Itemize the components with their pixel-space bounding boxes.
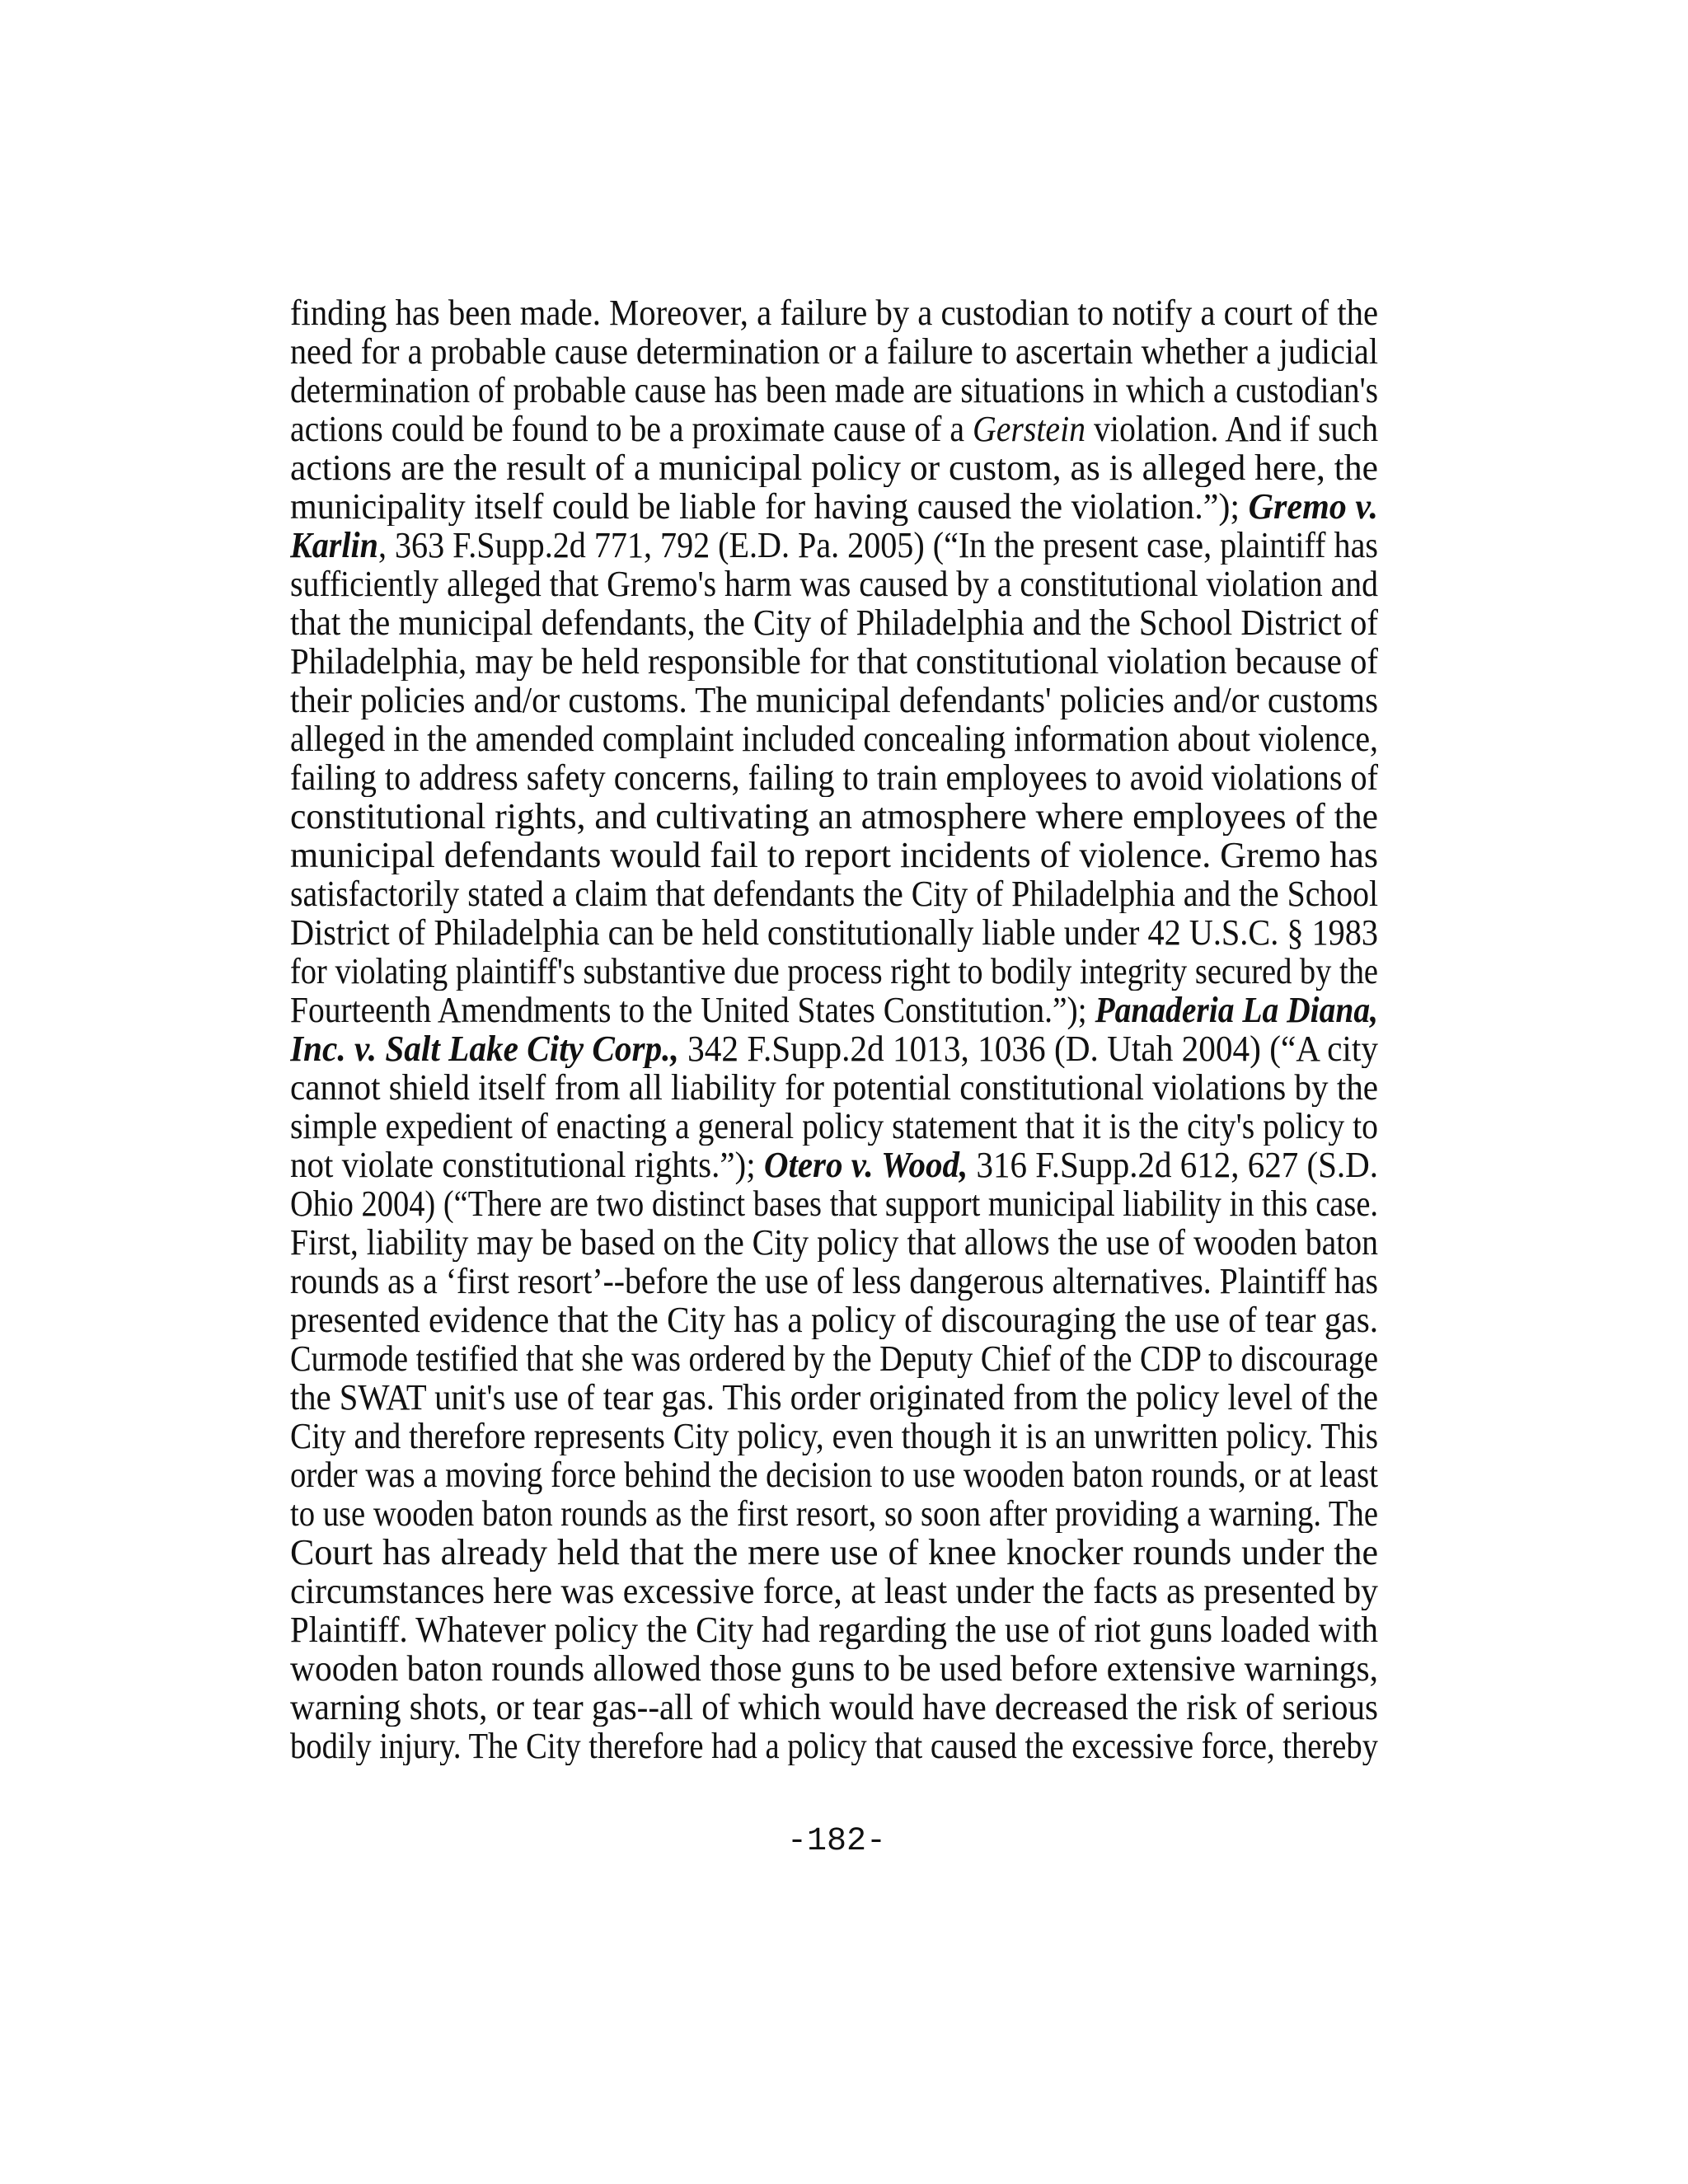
text-segment: determination of probable cause has been made are situations in which a custodian's: [290, 371, 1378, 410]
text-segment: for violating plaintiff's substantive due process right to bodily integrity secured by the: [290, 952, 1378, 991]
text-line: [290, 1029, 1378, 1068]
text-line: [290, 1688, 1378, 1727]
text-segment: Plaintiff. Whatever policy the City had regarding the use of riot guns loaded with: [290, 1610, 1378, 1649]
text-segment: to use wooden baton rounds as the first resort, so soon after providing a warning. The: [290, 1494, 1378, 1533]
text-segment: District of Philadelphia can be held constitutionally liable under 42 U.S.C. § 1983: [290, 913, 1378, 952]
text-segment: warning shots, or tear gas--all of which would have decreased the risk of serious: [290, 1688, 1378, 1727]
text-line-content: [290, 1610, 1378, 1649]
text-segment: order was a moving force behind the decision to use wooden baton rounds, or at least: [290, 1455, 1378, 1494]
text-line: [290, 293, 1378, 332]
text-segment: , 363 F.Supp.2d 771, 792 (E.D. Pa. 2005) (“In the present case, plaintiff has: [377, 526, 1378, 565]
text-line: [290, 1494, 1378, 1533]
text-segment: 342 F.Supp.2d 1013, 1036 (D. Utah 2004) (“A city: [678, 1029, 1378, 1068]
text-segment: not violate constitutional rights.”);: [290, 1146, 764, 1184]
text-segment: Philadelphia, may be held responsible for that constitutional violation because of: [290, 642, 1378, 681]
text-line: [290, 1378, 1378, 1417]
text-line-content: [290, 526, 1378, 565]
text-segment: failing to address safety concerns, failing to train employees to avoid violations of: [290, 758, 1378, 797]
text-segment: their policies and/or customs. The municipal defendants' policies and/or customs: [290, 681, 1378, 719]
text-line-content: [290, 991, 1378, 1029]
text-line: [290, 1417, 1378, 1455]
text-line-content: [290, 1107, 1378, 1146]
text-line-content: [290, 1301, 1378, 1339]
text-segment: City and therefore represents City policy, even though it is an unwritten policy. This: [290, 1417, 1378, 1455]
text-line-content: [290, 952, 1378, 991]
text-segment: violation. And if such: [1085, 410, 1378, 448]
case-name: Gremo v.: [1248, 487, 1378, 526]
text-segment: actions could be found to be a proximate cause of a: [290, 410, 973, 448]
text-segment: cannot shield itself from all liability for potential constitutional violations by the: [290, 1068, 1378, 1107]
text-line: [290, 1649, 1378, 1688]
text-line: [290, 1533, 1378, 1572]
text-segment: Ohio 2004) (“There are two distinct bases that support municipal liability in this case.: [290, 1184, 1378, 1223]
text-line: [290, 448, 1378, 487]
text-line-content: [290, 758, 1378, 797]
text-line-content: [290, 1649, 1378, 1688]
text-line: [290, 1262, 1378, 1301]
text-line: [290, 1223, 1378, 1262]
text-line-content: [290, 642, 1378, 681]
text-line-content: [290, 874, 1378, 913]
text-line-content: [290, 1688, 1378, 1727]
text-segment: Court has already held that the mere use of knee knocker rounds under the: [290, 1533, 1378, 1572]
text-line: [290, 410, 1378, 448]
text-segment: the SWAT unit's use of tear gas. This order originated from the policy level of the: [290, 1378, 1378, 1417]
page-number: -182-: [786, 1823, 887, 1860]
text-line-content: [290, 1029, 1378, 1068]
text-line: [290, 681, 1378, 719]
text-line-content: [290, 681, 1378, 719]
text-line: [290, 1572, 1378, 1610]
text-segment: that the municipal defendants, the City of Philadelphia and the School District of: [290, 603, 1378, 642]
text-line: [290, 565, 1378, 603]
text-line: [290, 1610, 1378, 1649]
text-line: [290, 758, 1378, 797]
text-segment: alleged in the amended complaint included concealing information about violence,: [290, 719, 1378, 758]
text-line-content: [290, 1533, 1378, 1572]
text-line-content: [290, 1727, 1378, 1765]
text-line-content: [290, 836, 1378, 874]
text-segment: sufficiently alleged that Gremo's harm was caused by a constitutional violation and: [290, 565, 1378, 603]
italic-text: Gerstein: [972, 410, 1086, 448]
text-segment: 316 F.Supp.2d 612, 627 (S.D.: [968, 1146, 1378, 1184]
text-line-content: [290, 1339, 1378, 1378]
text-line-content: [290, 293, 1378, 332]
text-line: [290, 952, 1378, 991]
case-name: Panaderia La Diana,: [1095, 991, 1378, 1029]
text-line-content: [290, 1494, 1378, 1533]
case-name: Karlin: [290, 526, 378, 565]
text-segment: rounds as a ‘first resort’--before the use of less dangerous alternatives. Plaintiff has: [290, 1262, 1378, 1301]
text-segment: municipal defendants would fail to report incidents of violence. Gremo has: [290, 836, 1378, 874]
text-line-content: [290, 1223, 1378, 1262]
text-line-content: [290, 913, 1378, 952]
text-line: [290, 1107, 1378, 1146]
text-segment: simple expedient of enacting a general policy statement that it is the city's policy to: [290, 1107, 1378, 1146]
text-line: [290, 874, 1378, 913]
text-segment: constitutional rights, and cultivating an atmosphere where employees of the: [290, 797, 1378, 836]
text-segment: municipality itself could be liable for having caused the violation.”);: [290, 487, 1249, 526]
text-line-content: [290, 1184, 1378, 1223]
text-line-content: [290, 1572, 1378, 1610]
text-line: [290, 371, 1378, 410]
text-line: [290, 836, 1378, 874]
text-segment: bodily injury. The City therefore had a policy that caused the excessive force, thereby: [290, 1727, 1378, 1765]
text-line-content: [290, 1417, 1378, 1455]
text-line: [290, 603, 1378, 642]
body-text: [290, 293, 1378, 1765]
text-line-content: [290, 1378, 1378, 1417]
text-line-content: [290, 332, 1378, 371]
text-line: [290, 991, 1378, 1029]
text-line-content: [290, 1455, 1378, 1494]
text-segment: First, liability may be based on the City policy that allows the use of wooden baton: [290, 1223, 1378, 1262]
text-line: [290, 719, 1378, 758]
case-name: Otero v. Wood,: [763, 1146, 968, 1184]
text-line: [290, 1339, 1378, 1378]
text-line: [290, 1146, 1378, 1184]
text-line: [290, 797, 1378, 836]
text-segment: finding has been made. Moreover, a failure by a custodian to notify a court of the: [290, 293, 1378, 332]
text-line: [290, 1184, 1378, 1223]
text-segment: actions are the result of a municipal policy or custom, as is alleged here, the: [290, 448, 1378, 487]
text-line: [290, 332, 1378, 371]
text-line-content: [290, 487, 1378, 526]
text-segment: satisfactorily stated a claim that defendants the City of Philadelphia and the School: [290, 874, 1378, 913]
text-line-content: [290, 1068, 1378, 1107]
text-line: [290, 1727, 1378, 1765]
text-line-content: [290, 797, 1378, 836]
text-line-content: [290, 1262, 1378, 1301]
text-line: [290, 1301, 1378, 1339]
text-segment: presented evidence that the City has a policy of discouraging the use of tear gas.: [290, 1301, 1378, 1339]
text-segment: Fourteenth Amendments to the United States Constitution.”);: [290, 991, 1095, 1029]
text-segment: need for a probable cause determination or a failure to ascertain whether a judicial: [290, 332, 1378, 371]
text-line: [290, 1068, 1378, 1107]
text-segment: circumstances here was excessive force, at least under the facts as presented by: [290, 1572, 1378, 1610]
text-line-content: [290, 603, 1378, 642]
text-line: [290, 642, 1378, 681]
text-line-content: [290, 1146, 1378, 1184]
text-line-content: [290, 448, 1378, 487]
text-line-content: [290, 565, 1378, 603]
text-line: [290, 526, 1378, 565]
text-segment: Curmode testified that she was ordered by the Deputy Chief of the CDP to discourage: [290, 1339, 1378, 1378]
case-name: Inc. v. Salt Lake City Corp.,: [290, 1029, 679, 1068]
text-line-content: [290, 410, 1378, 448]
text-segment: wooden baton rounds allowed those guns to be used before extensive warnings,: [290, 1649, 1378, 1688]
text-line: [290, 1455, 1378, 1494]
text-line: [290, 487, 1378, 526]
text-line-content: [290, 719, 1378, 758]
text-line-content: [290, 371, 1378, 410]
text-line: [290, 913, 1378, 952]
